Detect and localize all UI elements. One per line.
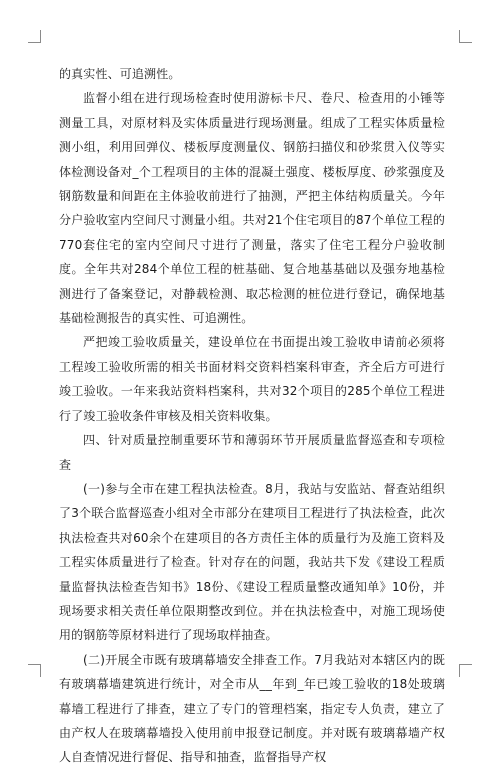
document-body (59, 62, 445, 770)
paragraph-inspection-tools: 监督小组在进行现场检查时使用游标卡尺、卷尺、检查用的小锤等测量工具，对原材料及实体质量进行现场测量。组成了工程实体质量检测小组，利用回弹仪、楼板厚度测量仪、钢筋扫描仪和砂浆贯入仪等实体检测设备对_个工程项目的主体的混凝土强度、楼板厚度、砂浆强度及钢筋数量和间距在主体验收前进行了抽测，严把主体结构质量关。今年分户验收室内空间尺寸测量小组。共对21个住宅项目的87个单位工程的770套住宅的室内空间尺寸进行了测量，落实了住宅工程分户验收制度。全年共对284个单位工程的桩基础、复合地基基础以及强夯地基检测进行了备案登记，对静载检测、取芯检测的桩位进行登记，确保地基基础检测报告的真实性、可追溯性。 (59, 91, 445, 326)
crop-mark-bottom-left (28, 664, 41, 677)
section-heading-four: 四、针对质量控制重要环节和薄弱环节开展质量监督巡查和专项检查 (59, 433, 445, 472)
paragraph-enforcement-inspection: (一)参与全市在建工程执法检查。8月，我站与安监站、督查站组织了3个联合监督巡查小组对全市部分在建项目工程进行了执法检查，此次执法检查共对60余个在建项目的各方责任主体的质量行为及施工资料及工程实体质量进行了检查。针对存在的问题，我站共下发《建设工程质量监督执法检查告知书》18份、《建设工程质量整改通知单》10份，并现场要求相关责任单位限期整改到位。并在执法检查中，对施工现场使用的钢筋等原材料进行了现场取样抽查。 (59, 481, 445, 643)
crop-mark-top-right (459, 30, 472, 43)
paragraph-glass-curtain-wall: (二)开展全市既有玻璃幕墙安全排查工作。7月我站对本辖区内的既有玻璃幕墙建筑进行统计，对全市从__年到_年已竣工验收的18处玻璃幕墙工程进行了排查，建立了专门的管理档案，指定专人负责，建立了由产权人在玻璃幕墙投入使用前申报登记制度。并对既有玻璃幕墙产权人自查情况进行督促、指导和抽查，监督指导产权 (59, 652, 445, 765)
crop-mark-bottom-right (459, 664, 472, 677)
paragraph-continued: 的真实性、可追溯性。 (59, 67, 181, 81)
paragraph-completion-acceptance: 严把竣工验收质量关，建设单位在书面提出竣工验收申请前必须将工程竣工验收所需的相关书面材料交资料档案科审查，齐全后方可进行竣工验收。一年来我站资料档案科，共对32个项目的285个单位工程进行了竣工验收条件审核及相关资料收集。 (59, 335, 445, 423)
crop-mark-top-left (28, 30, 41, 43)
